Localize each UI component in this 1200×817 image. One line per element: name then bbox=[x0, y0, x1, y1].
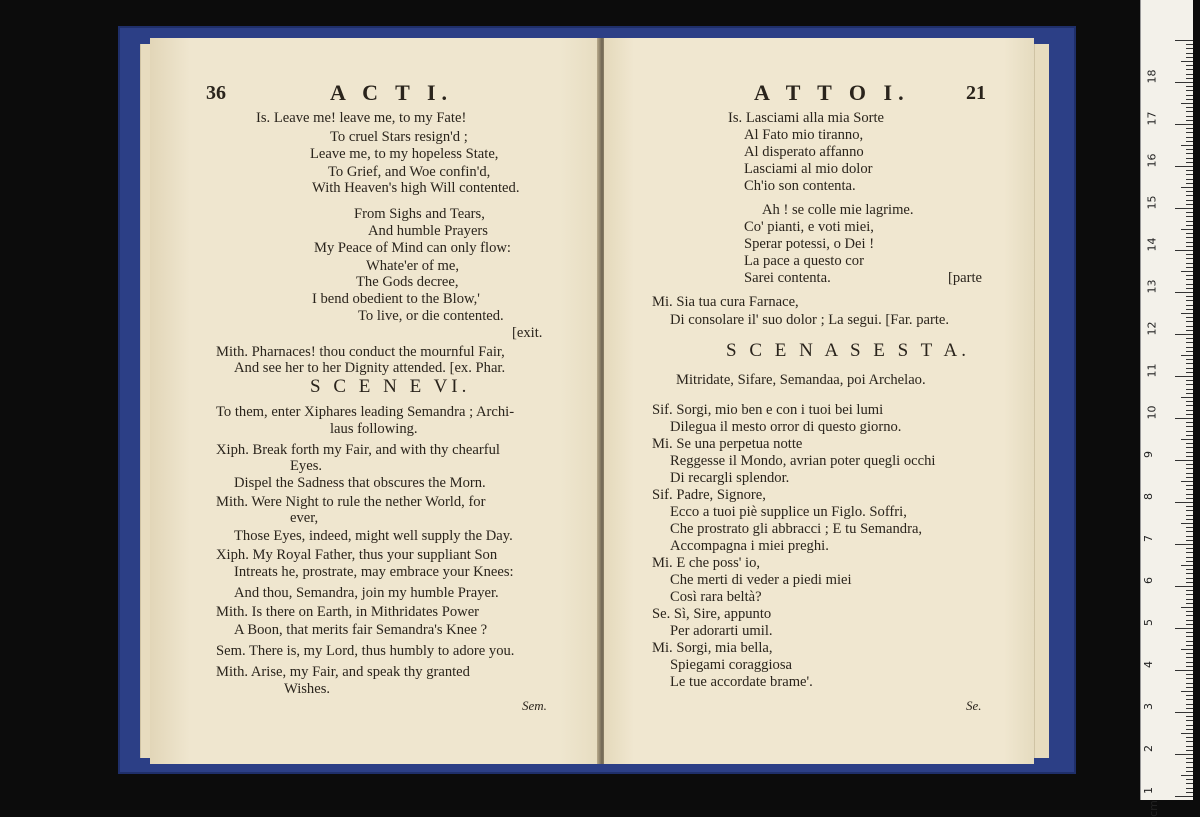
ruler-tick bbox=[1186, 771, 1193, 772]
text-line: Di recargli splendor. bbox=[670, 470, 790, 486]
ruler-tick bbox=[1181, 691, 1193, 692]
ruler-tick bbox=[1186, 657, 1193, 658]
ruler-tick bbox=[1186, 632, 1193, 633]
ruler-number: 7 bbox=[1142, 535, 1155, 542]
ruler-tick bbox=[1186, 788, 1193, 789]
text-line: Mitridate, Sifare, Semandaa, poi Archelao. bbox=[676, 372, 926, 388]
scene-heading-english: S C E N E VI. bbox=[310, 376, 471, 397]
ruler-tick bbox=[1186, 225, 1193, 226]
ruler-tick bbox=[1175, 544, 1193, 545]
ruler-tick bbox=[1186, 258, 1193, 259]
ruler-tick bbox=[1186, 74, 1193, 75]
ruler-tick bbox=[1186, 792, 1193, 793]
ruler-tick bbox=[1175, 628, 1193, 629]
ruler-tick bbox=[1181, 523, 1193, 524]
ruler-tick bbox=[1186, 527, 1193, 528]
ruler-tick bbox=[1186, 246, 1193, 247]
ruler-tick bbox=[1186, 582, 1193, 583]
ruler-tick bbox=[1186, 44, 1193, 45]
text-line: Sif. Sorgi, mio ben e con i tuoi bei lumi bbox=[652, 402, 884, 418]
ruler-tick bbox=[1186, 695, 1193, 696]
ruler-tick bbox=[1186, 447, 1193, 448]
ruler-tick bbox=[1186, 569, 1193, 570]
ruler-tick bbox=[1181, 229, 1193, 230]
ruler-tick bbox=[1186, 506, 1193, 507]
ruler-tick bbox=[1186, 473, 1193, 474]
text-line: I bend obedient to the Blow,' bbox=[312, 291, 480, 307]
ruler-tick bbox=[1186, 708, 1193, 709]
ruler-tick bbox=[1175, 292, 1193, 293]
ruler-tick bbox=[1181, 565, 1193, 566]
ruler-tick bbox=[1186, 599, 1193, 600]
ruler-tick bbox=[1175, 670, 1193, 671]
text-line: Whate'er of me, bbox=[366, 258, 459, 274]
ruler-tick bbox=[1186, 233, 1193, 234]
ruler-tick bbox=[1186, 489, 1193, 490]
text-line: Mith. Arise, my Fair, and speak thy granted bbox=[216, 664, 470, 680]
ruler-tick bbox=[1186, 242, 1193, 243]
ruler-tick bbox=[1186, 578, 1193, 579]
ruler-tick bbox=[1186, 300, 1193, 301]
text-line: To cruel Stars resign'd ; bbox=[330, 129, 468, 145]
ruler-tick bbox=[1186, 653, 1193, 654]
text-line: Eyes. bbox=[290, 458, 323, 474]
ruler-tick bbox=[1181, 187, 1193, 188]
ruler-tick bbox=[1175, 712, 1193, 713]
ruler-tick bbox=[1186, 279, 1193, 280]
page-edges-right bbox=[1034, 44, 1049, 758]
measuring-ruler bbox=[1140, 0, 1193, 817]
text-line: Mith. Is there on Earth, in Mithridates Power bbox=[216, 604, 480, 620]
text-line: Mi. Se una perpetua notte bbox=[652, 436, 803, 452]
text-line: Se. Sì, Sire, appunto bbox=[652, 606, 772, 622]
text-line: Xiph. My Royal Father, thus your suppliant Son bbox=[216, 547, 498, 563]
ruler-tick bbox=[1186, 95, 1193, 96]
ruler-tick bbox=[1186, 48, 1193, 49]
ruler-number: 1 bbox=[1142, 787, 1155, 794]
ruler-tick bbox=[1181, 271, 1193, 272]
ruler-tick bbox=[1186, 212, 1193, 213]
ruler-tick bbox=[1186, 704, 1193, 705]
ruler-tick bbox=[1181, 397, 1193, 398]
ruler-tick bbox=[1186, 401, 1193, 402]
ruler-tick bbox=[1186, 662, 1193, 663]
ruler-number: 17 bbox=[1145, 111, 1159, 126]
ruler-number: 5 bbox=[1142, 619, 1155, 626]
ruler-tick bbox=[1186, 53, 1193, 54]
ruler-tick bbox=[1181, 649, 1193, 650]
text-line: Spiegami coraggiosa bbox=[670, 657, 792, 673]
ruler-tick bbox=[1186, 296, 1193, 297]
ruler-number: 18 bbox=[1145, 69, 1159, 84]
ruler-tick bbox=[1186, 254, 1193, 255]
ruler-tick bbox=[1186, 195, 1193, 196]
text-line: Sem. There is, my Lord, thus humbly to adore you. bbox=[216, 643, 515, 659]
ruler-tick bbox=[1186, 342, 1193, 343]
ruler-tick bbox=[1186, 590, 1193, 591]
text-line: Sarei contenta. bbox=[744, 270, 831, 286]
ruler-number: 8 bbox=[1142, 493, 1155, 500]
ruler-tick bbox=[1186, 380, 1193, 381]
ruler-tick bbox=[1186, 573, 1193, 574]
right-running-head: A T T O I. bbox=[754, 80, 910, 105]
ruler-tick bbox=[1186, 338, 1193, 339]
ruler-number: 6 bbox=[1142, 577, 1155, 584]
ruler-tick bbox=[1186, 107, 1193, 108]
right-catchword: Se. bbox=[966, 698, 982, 713]
ruler-number: 2 bbox=[1142, 745, 1155, 752]
ruler-tick bbox=[1186, 384, 1193, 385]
ruler-tick bbox=[1186, 624, 1193, 625]
text-line: My Peace of Mind can only flow: bbox=[314, 240, 511, 256]
text-line: Is. Lasciami alla mia Sorte bbox=[728, 110, 885, 126]
text-line: Dilegua il mesto orror di questo giorno. bbox=[670, 419, 902, 435]
left-catchword: Sem. bbox=[522, 698, 547, 713]
text-line: Mi. Sia tua cura Farnace, bbox=[652, 294, 799, 310]
ruler-tick bbox=[1175, 250, 1193, 251]
ruler-tick bbox=[1186, 389, 1193, 390]
ruler-tick bbox=[1181, 355, 1193, 356]
ruler-tick bbox=[1186, 221, 1193, 222]
ruler-tick bbox=[1186, 326, 1193, 327]
text-line: Those Eyes, indeed, might well supply the Day. bbox=[234, 528, 513, 544]
ruler-tick bbox=[1186, 729, 1193, 730]
text-line: Xiph. Break forth my Fair, and with thy chearful bbox=[216, 442, 500, 458]
ruler-tick bbox=[1186, 216, 1193, 217]
text-line: Di consolare il' suo dolor ; La segui. [Far. parte. bbox=[670, 312, 950, 328]
ruler-tick bbox=[1186, 57, 1193, 58]
text-line: Sperar potessi, o Dei ! bbox=[744, 236, 875, 252]
ruler-tick bbox=[1186, 557, 1193, 558]
ruler-tick bbox=[1186, 758, 1193, 759]
ruler-tick bbox=[1186, 422, 1193, 423]
text-line: La pace a questo cor bbox=[744, 253, 864, 269]
ruler-tick bbox=[1186, 347, 1193, 348]
right-page-number: 21 bbox=[966, 82, 986, 104]
ruler-tick bbox=[1181, 775, 1193, 776]
ruler-tick bbox=[1186, 78, 1193, 79]
ruler-number: 16 bbox=[1145, 153, 1159, 168]
ruler-tick bbox=[1186, 111, 1193, 112]
ruler-tick bbox=[1181, 733, 1193, 734]
ruler-number: 9 bbox=[1142, 451, 1155, 458]
ruler-tick bbox=[1181, 145, 1193, 146]
text-line: Is. Leave me! leave me, to my Fate! bbox=[256, 110, 467, 126]
ruler-number: 11 bbox=[1145, 363, 1159, 378]
text-line: Intreats he, prostrate, may embrace your Knees: bbox=[234, 564, 514, 580]
ruler-tick bbox=[1186, 351, 1193, 352]
ruler-tick bbox=[1181, 61, 1193, 62]
ruler-tick bbox=[1186, 603, 1193, 604]
scene-heading-italian: S C E N A S E S T A. bbox=[726, 340, 971, 361]
ruler-number: 14 bbox=[1145, 237, 1159, 252]
ruler-tick bbox=[1175, 418, 1193, 419]
text-line: Mith. Pharnaces! thou conduct the mournful Fair, bbox=[216, 344, 505, 360]
ruler-tick bbox=[1175, 40, 1193, 41]
ruler-tick bbox=[1181, 313, 1193, 314]
ruler-tick bbox=[1186, 191, 1193, 192]
ruler-tick bbox=[1186, 443, 1193, 444]
ruler-tick bbox=[1186, 767, 1193, 768]
ruler-tick bbox=[1186, 641, 1193, 642]
text-line: Lasciami al mio dolor bbox=[744, 161, 873, 177]
ruler-tick bbox=[1175, 586, 1193, 587]
ruler-tick bbox=[1186, 561, 1193, 562]
text-line: Per adorarti umil. bbox=[670, 623, 773, 639]
text-line: Reggesse il Mondo, avrian poter quegli occhi bbox=[670, 453, 936, 469]
text-line: Mith. Were Night to rule the nether World, for bbox=[216, 494, 486, 510]
ruler-tick bbox=[1186, 720, 1193, 721]
ruler-number: 15 bbox=[1145, 195, 1159, 210]
ruler-tick bbox=[1186, 86, 1193, 87]
ruler-tick bbox=[1175, 334, 1193, 335]
ruler-tick bbox=[1186, 699, 1193, 700]
ruler-tick bbox=[1186, 372, 1193, 373]
ruler-tick bbox=[1186, 330, 1193, 331]
ruler-tick bbox=[1186, 510, 1193, 511]
text-line: Accompagna i miei preghi. bbox=[670, 538, 829, 554]
text-line: Sif. Padre, Signore, bbox=[652, 487, 766, 503]
text-line: Ch'io son contenta. bbox=[744, 178, 856, 194]
ruler-tick bbox=[1186, 200, 1193, 201]
text-line: Dispel the Sadness that obscures the Morn. bbox=[234, 475, 486, 491]
ruler-tick bbox=[1186, 153, 1193, 154]
ruler-tick bbox=[1186, 594, 1193, 595]
ruler-tick bbox=[1186, 275, 1193, 276]
ruler-tick bbox=[1186, 393, 1193, 394]
ruler-tick bbox=[1186, 452, 1193, 453]
ruler-tick bbox=[1181, 607, 1193, 608]
ruler-tick bbox=[1186, 90, 1193, 91]
ruler-tick bbox=[1186, 725, 1193, 726]
text-line: And see her to her Dignity attended. [ex. Phar. bbox=[234, 360, 506, 376]
ruler-tick bbox=[1186, 683, 1193, 684]
ruler-tick bbox=[1186, 741, 1193, 742]
ruler-tick bbox=[1186, 321, 1193, 322]
ruler-tick bbox=[1186, 762, 1193, 763]
ruler-tick bbox=[1186, 678, 1193, 679]
left-running-head: A C T I. bbox=[330, 80, 454, 105]
text-line: [parte bbox=[948, 270, 983, 286]
text-line: And thou, Semandra, join my humble Prayer. bbox=[234, 585, 499, 601]
text-line: Ah ! se colle mie lagrime. bbox=[762, 202, 914, 218]
text-line: Le tue accordate brame'. bbox=[670, 674, 813, 690]
ruler-tick bbox=[1186, 468, 1193, 469]
left-page bbox=[150, 38, 600, 764]
ruler-tick bbox=[1186, 267, 1193, 268]
ruler-tick bbox=[1186, 536, 1193, 537]
text-line: Così rara beltà? bbox=[670, 589, 762, 605]
ruler-tick bbox=[1186, 368, 1193, 369]
text-line: And humble Prayers bbox=[368, 223, 488, 239]
ruler-tick bbox=[1186, 162, 1193, 163]
ruler-tick bbox=[1186, 317, 1193, 318]
ruler-tick bbox=[1186, 410, 1193, 411]
text-line: From Sighs and Tears, bbox=[354, 206, 485, 222]
ruler-tick bbox=[1175, 460, 1193, 461]
ruler-tick bbox=[1175, 166, 1193, 167]
text-line: Che prostrato gli abbracci ; E tu Semandra, bbox=[670, 521, 923, 537]
ruler-tick bbox=[1186, 183, 1193, 184]
ruler-tick bbox=[1186, 737, 1193, 738]
text-line: [exit. bbox=[512, 325, 543, 341]
ruler-number: 12 bbox=[1145, 321, 1159, 336]
ruler-tick bbox=[1186, 116, 1193, 117]
text-line: To Grief, and Woe confin'd, bbox=[328, 164, 491, 180]
ruler-tick bbox=[1186, 309, 1193, 310]
text-line: Mi. Sorgi, mia bella, bbox=[652, 640, 773, 656]
ruler-tick bbox=[1186, 137, 1193, 138]
ruler-tick bbox=[1186, 359, 1193, 360]
ruler-tick bbox=[1186, 405, 1193, 406]
ruler-tick bbox=[1186, 620, 1193, 621]
ruler-tick bbox=[1175, 376, 1193, 377]
ruler-tick bbox=[1186, 750, 1193, 751]
ruler-tick bbox=[1186, 519, 1193, 520]
ruler-tick bbox=[1186, 263, 1193, 264]
ruler-tick bbox=[1175, 208, 1193, 209]
ruler-tick bbox=[1181, 481, 1193, 482]
ruler-number: 4 bbox=[1142, 661, 1155, 668]
text-line: Al Fato mio tiranno, bbox=[744, 127, 864, 143]
text-line: Wishes. bbox=[284, 681, 331, 697]
ruler-tick bbox=[1186, 552, 1193, 553]
ruler-tick bbox=[1186, 288, 1193, 289]
text-line: Che merti di veder a piedi miei bbox=[670, 572, 852, 588]
ruler-tick bbox=[1186, 674, 1193, 675]
ruler-tick bbox=[1175, 502, 1193, 503]
ruler-tick bbox=[1186, 426, 1193, 427]
ruler-tick bbox=[1186, 779, 1193, 780]
text-line: A Boon, that merits fair Semandra's Knee ? bbox=[234, 622, 488, 638]
ruler-tick bbox=[1186, 204, 1193, 205]
ruler-tick bbox=[1186, 65, 1193, 66]
ruler-tick bbox=[1186, 456, 1193, 457]
text-line: Ecco a tuoi piè supplice un Figlo. Soffri, bbox=[670, 504, 907, 520]
ruler-tick bbox=[1186, 174, 1193, 175]
text-line: The Gods decree, bbox=[356, 274, 459, 290]
ruler-tick bbox=[1186, 716, 1193, 717]
ruler-tick bbox=[1186, 615, 1193, 616]
ruler-tick bbox=[1186, 687, 1193, 688]
ruler-tick bbox=[1186, 284, 1193, 285]
ruler-tick bbox=[1186, 464, 1193, 465]
ruler-unit-label: cm bbox=[1146, 800, 1160, 817]
ruler-number: 13 bbox=[1145, 279, 1159, 294]
ruler-tick bbox=[1186, 636, 1193, 637]
text-line: Leave me, to my hopeless State, bbox=[310, 146, 499, 162]
ruler-tick bbox=[1186, 158, 1193, 159]
text-line: To them, enter Xiphares leading Semandra ; Archi- bbox=[216, 404, 515, 420]
ruler-tick bbox=[1186, 120, 1193, 121]
text-line: Co' pianti, e voti miei, bbox=[744, 219, 874, 235]
ruler-tick bbox=[1175, 124, 1193, 125]
ruler-tick bbox=[1186, 540, 1193, 541]
right-page bbox=[604, 38, 1034, 764]
ruler-tick bbox=[1186, 305, 1193, 306]
text-line: laus following. bbox=[330, 421, 418, 437]
ruler-tick bbox=[1186, 99, 1193, 100]
ruler-number: 10 bbox=[1145, 405, 1159, 420]
left-page-number: 36 bbox=[206, 82, 226, 104]
text-line: ever, bbox=[290, 510, 319, 526]
ruler-tick bbox=[1186, 149, 1193, 150]
ruler-tick bbox=[1175, 796, 1193, 797]
ruler-number: 3 bbox=[1142, 703, 1155, 710]
ruler-tick bbox=[1186, 611, 1193, 612]
ruler-tick bbox=[1186, 645, 1193, 646]
text-line: Mi. E che poss' io, bbox=[652, 555, 761, 571]
ruler-tick bbox=[1181, 103, 1193, 104]
ruler-tick bbox=[1186, 69, 1193, 70]
ruler-tick bbox=[1186, 494, 1193, 495]
ruler-tick bbox=[1186, 548, 1193, 549]
ruler-tick bbox=[1186, 515, 1193, 516]
ruler-tick bbox=[1186, 179, 1193, 180]
text-line: Al disperato affanno bbox=[744, 144, 864, 160]
ruler-tick bbox=[1186, 414, 1193, 415]
ruler-tick bbox=[1186, 170, 1193, 171]
text-line: To live, or die contented. bbox=[358, 308, 504, 324]
text-line: With Heaven's high Will contented. bbox=[312, 180, 520, 196]
ruler-tick bbox=[1186, 498, 1193, 499]
ruler-tick bbox=[1186, 485, 1193, 486]
ruler-tick bbox=[1186, 531, 1193, 532]
ruler-tick bbox=[1186, 666, 1193, 667]
ruler-tick bbox=[1186, 746, 1193, 747]
ruler-tick bbox=[1186, 141, 1193, 142]
ruler-tick bbox=[1186, 783, 1193, 784]
ruler-tick bbox=[1186, 477, 1193, 478]
ruler-tick bbox=[1186, 128, 1193, 129]
ruler-tick bbox=[1186, 132, 1193, 133]
ruler-tick bbox=[1175, 754, 1193, 755]
ruler-tick bbox=[1181, 439, 1193, 440]
ruler-tick bbox=[1186, 435, 1193, 436]
ruler-tick bbox=[1186, 431, 1193, 432]
ruler-tick bbox=[1186, 237, 1193, 238]
ruler-tick bbox=[1175, 82, 1193, 83]
ruler-tick bbox=[1186, 363, 1193, 364]
